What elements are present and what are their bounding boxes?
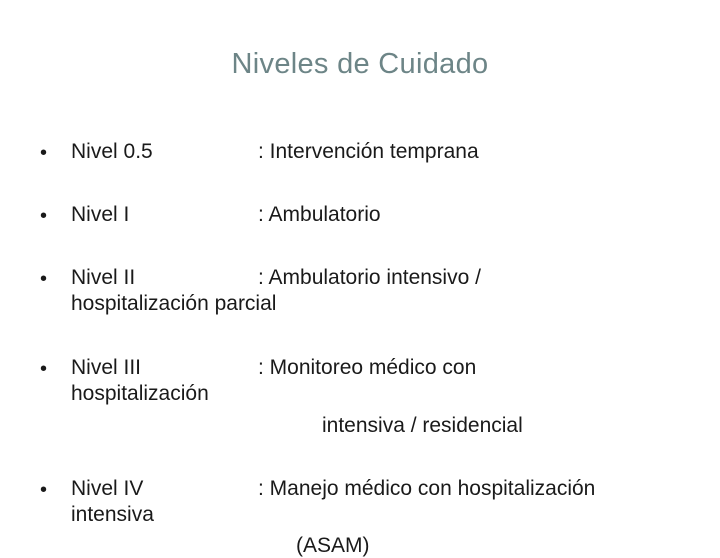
level-label: Nivel IV (71, 477, 144, 500)
list-item-nivel-i (0, 203, 720, 243)
bullet-icon: • (40, 268, 48, 290)
bullet-icon: • (40, 358, 48, 380)
list-item-nivel-0-5 (0, 140, 720, 180)
level-description: : Ambulatorio (258, 203, 381, 226)
level-description-continued: (ASAM) (296, 534, 370, 557)
bullet-icon: • (40, 205, 48, 227)
level-description-continued: hospitalización parcial (71, 292, 277, 315)
level-label: Nivel 0.5 (71, 140, 153, 163)
level-description: : Intervención temprana (258, 140, 479, 163)
level-label-continued: hospitalización (71, 382, 209, 405)
level-description: : Ambulatorio intensivo / (258, 266, 481, 289)
slide-title: Niveles de Cuidado (231, 48, 489, 80)
list-item-nivel-iii (0, 356, 720, 446)
list-item-nivel-ii (0, 266, 720, 326)
clipped-text (296, 528, 406, 557)
bullet-icon: • (40, 142, 48, 164)
level-label: Nivel III (71, 356, 142, 379)
bullet-icon: • (40, 479, 48, 501)
level-description: : Monitoreo médico con (258, 356, 477, 379)
level-label-continued: intensiva (71, 503, 154, 526)
level-description-continued: intensiva / residencial (322, 414, 523, 437)
level-label: Nivel I (71, 203, 130, 226)
level-description: : Manejo médico con hospitalización (258, 477, 596, 500)
level-label: Nivel II (71, 266, 136, 289)
